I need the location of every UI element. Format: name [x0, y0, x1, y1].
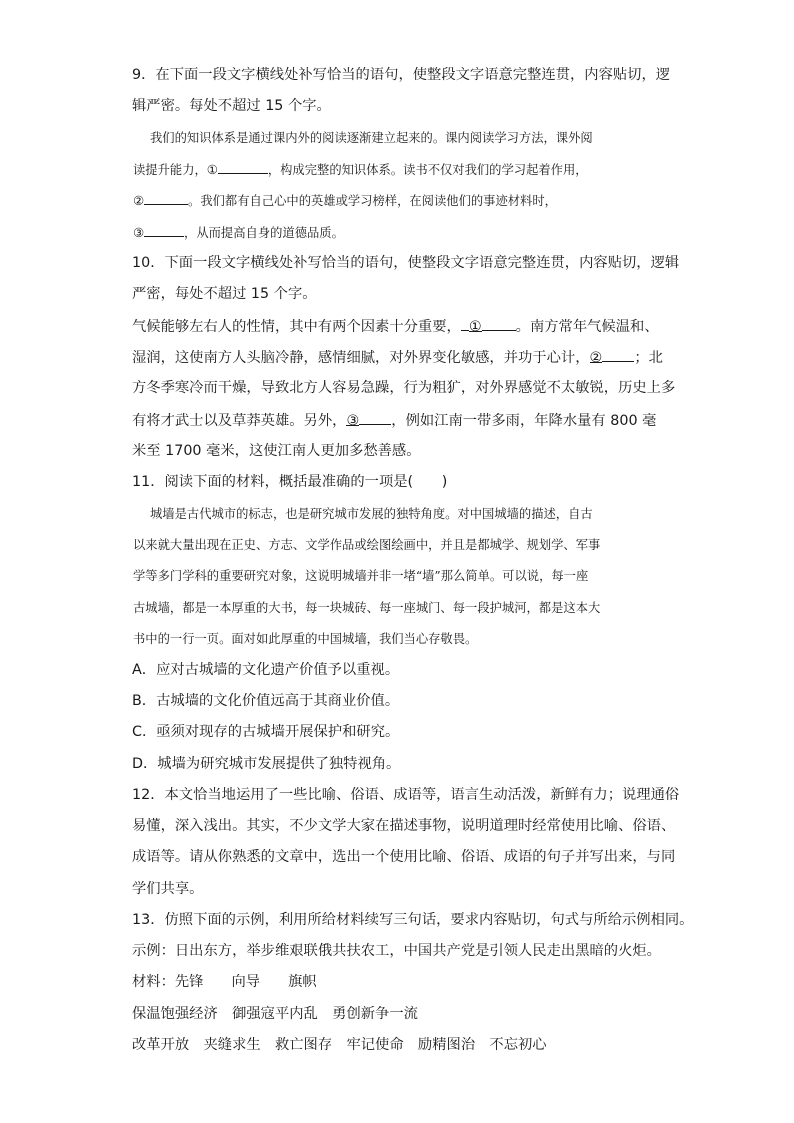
blank-line — [359, 410, 391, 425]
q9-passage-line3: ② 。我们都有自己心中的英雄或学习榜样，在阅读他们的事迹材料时， — [133, 190, 557, 211]
q9-stem-line2: 辑严密。每处不超过 15 个字。 — [132, 98, 331, 114]
blank-line — [461, 316, 469, 331]
blank-line — [144, 190, 188, 205]
q10-passage-line5: 米至 1700 毫米，这使江南人更加多愁善感。 — [132, 443, 421, 459]
q10-passage-line2: 湿润，这使南方人头脑冷静，感情细腻，对外界变化敏感，并功于心计，② ；北 — [132, 347, 663, 368]
q13-example: 示例：日出东方，举步维艰联俄共扶农工，中国共产党是引领人民走出黑暗的火炬。 — [132, 943, 661, 959]
q10-stem-line2: 严密，每处不超过 15 个字。 — [132, 286, 317, 302]
q11-option-d: D．城墙为研究城市发展提供了独特视角。 — [132, 756, 401, 772]
q11-option-b: B．古城墙的文化价值远高于其商业价值。 — [132, 693, 400, 709]
blank-line — [144, 222, 184, 237]
q12-line3: 成语等。请从你熟悉的文章中，选出一个使用比喻、俗语、成语的句子并写出来，与同 — [132, 849, 676, 865]
q11-option-c: C．亟须对现存的古城墙开展保护和研究。 — [132, 724, 400, 740]
q9-stem-line1: 9．在下面一段文字横线处补写恰当的语句，使整段文字语意完整连贯，内容贴切，逻 — [132, 67, 671, 83]
q12-line1: 12．本文恰当地运用了一些比喻、俗语、成语等，语言生动活泼，新鲜有力；说理通俗 — [132, 787, 680, 803]
q11-option-a: A．应对古城墙的文化遗产价值予以重视。 — [132, 662, 400, 678]
q13-phrases-line2: 改革开放 夹缝求生 救亡图存 牢记使命 励精图治 不忘初心 — [132, 1037, 547, 1053]
blank-line — [218, 159, 268, 174]
q10-passage-line4: 有将才武士以及草莽英雄。另外，③ ，例如江南一带多雨，年降水量有 800 毫 — [132, 410, 656, 431]
blank-marker-2: ② — [589, 350, 603, 366]
q11-passage-line3: 学等多门学科的重要研究对象，这说明城墙并非一堵“墙”那么简单。可以说，每一座 — [133, 569, 589, 583]
q11-passage-line5: 书中的一行一页。面对如此厚重的中国城墙，我们当心存敬畏。 — [133, 632, 478, 646]
q9-passage-line4: ③ ，从而提高自身的道德品质。 — [133, 222, 344, 243]
q12-line2: 易懂，深入浅出。其实，不少文学大家在描述事物，说明道理时经常使用比喻、俗语、 — [132, 818, 676, 834]
blank-marker-3: ③ — [133, 226, 145, 240]
blank-marker-1: ① — [206, 163, 218, 177]
q9-passage-line2: 读提升能力，① ，构成完整的知识体系。读书不仅对我们的学习起着作用， — [133, 159, 588, 180]
q11-passage-line4: 古城墙，都是一本厚重的大书，每一块城砖、每一座城门、每一段护城河，都是这本大 — [133, 601, 601, 615]
q10-passage-line3: 方冬季寒冷而干燥，导致北方人容易急躁，行为粗犷，对外界感觉不太敏锐，历史上多 — [132, 380, 676, 396]
q13-material: 材料：先锋 向导 旗帜 — [132, 974, 317, 990]
blank-marker-3: ③ — [346, 413, 360, 429]
blank-marker-2: ② — [133, 194, 145, 208]
q10-stem-line1: 10．下面一段文字横线处补写恰当的语句，使整段文字语意完整连贯，内容贴切，逻辑 — [132, 255, 680, 271]
q13-stem: 13．仿照下面的示例，利用所给材料续写三句话，要求内容贴切，句式与所给示例相同。 — [132, 912, 694, 928]
blank-line — [602, 347, 634, 362]
q13-phrases-line1: 保温饱强经济 御强寇平内乱 勇创新争一流 — [132, 1006, 418, 1022]
q10-passage-line1: 气候能够左右人的性情，其中有两个因素十分重要， ① 。南方常年气候温和、 — [132, 316, 659, 337]
blank-line — [482, 316, 516, 331]
q11-stem: 11．阅读下面的材料，概括最准确的一项是( ) — [132, 474, 448, 490]
q9-passage-line1: 我们的知识体系是通过课内外的阅读逐渐建立起来的。课内阅读学习方法，课外阅 — [150, 131, 593, 145]
q12-line4: 学们共享。 — [132, 881, 204, 897]
blank-marker-1: ① — [468, 319, 482, 335]
q11-passage-line2: 以来就大量出现在正史、方志、文学作品或绘图绘画中，并且是都城学、规划学、军事 — [133, 538, 601, 552]
q11-passage-line1: 城墙是古代城市的标志，也是研究城市发展的独特角度。对中国城墙的描述，自古 — [150, 507, 593, 521]
